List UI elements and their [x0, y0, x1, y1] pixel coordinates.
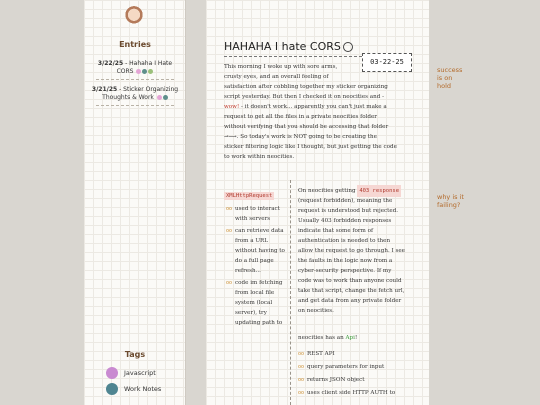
entry-divider [96, 79, 174, 80]
column-divider [290, 180, 291, 405]
margin-note-success [437, 66, 462, 90]
grimace-face-icon [343, 42, 353, 52]
entry-separator: - [123, 60, 130, 67]
tag-color-icon [106, 367, 118, 379]
margin-note-line: failing? [437, 201, 461, 209]
xhr-note-text: code im fetching from local file system (local server), try updating path to [235, 280, 283, 326]
entry-divider [96, 105, 174, 106]
tag-dot-worknotes-icon [163, 95, 168, 100]
entry-date: 3/22/25 [97, 60, 124, 67]
forbidden-lead-text: On neocities getting [298, 188, 358, 194]
entry-link-1[interactable] [90, 60, 180, 76]
intro-line-7: without verifying that you should be accessing that folder [224, 124, 389, 130]
bullet-icon: oo [298, 390, 305, 396]
intro-line-2: crusty eyes, and an overall feeling of [224, 74, 329, 80]
margin-note-line: hold [437, 82, 452, 90]
api-bullet-text: returns JSON object [307, 377, 365, 383]
margin-note-line: why is it [437, 193, 464, 201]
entry-link-2[interactable] [90, 86, 180, 102]
forbidden-line-10: take that script, change the fetch url, [298, 288, 405, 294]
api-bullet-text: query parameters for input [307, 364, 385, 370]
forbidden-line-12: on neocities. [298, 308, 334, 314]
intro-line-4: script yesterday. But then I checked it on neocities and - [224, 94, 384, 100]
sidebar [84, 0, 186, 405]
api-bullet-item [298, 348, 418, 361]
xhr-notes [226, 204, 286, 330]
intro-wow: wow! [224, 104, 240, 110]
margin-note-failing [437, 193, 464, 209]
api-bullet-text: REST API [307, 351, 335, 357]
margin-note-line: success [437, 66, 463, 74]
api-bullet-list [298, 348, 418, 400]
api-link[interactable]: Api [345, 335, 355, 341]
forbidden-line-11: and get data from any private folder [298, 298, 402, 304]
api-lead-text: neocities has an [298, 335, 346, 341]
tag-javascript[interactable] [106, 366, 156, 380]
api-lead-end: ! [354, 335, 358, 341]
bullet-icon: oo [298, 377, 305, 383]
api-bullet-item [298, 361, 418, 374]
tag-dot-javascript-icon [157, 95, 162, 100]
xhr-note-item [226, 204, 286, 224]
tag-label: Javascript [124, 369, 156, 377]
tag-dot-javascript-icon [136, 69, 141, 74]
forbidden-line-6: allow the request to go through. I see [298, 248, 405, 254]
bullet-icon: oo [298, 364, 305, 370]
forbidden-line-5: authentication is needed to then [298, 238, 391, 244]
bullet-icon: oo [298, 351, 305, 357]
response-code-tag: 403 response [357, 185, 401, 197]
api-bullet-item [298, 374, 418, 387]
intro-line-6: request to get all the files in a private neocities folder [224, 114, 377, 120]
tag-label: Work Notes [124, 385, 162, 393]
tag-work-notes[interactable] [106, 382, 161, 396]
forbidden-line-8: cyber-security perspective. If my [298, 268, 392, 274]
forbidden-line-9: code was to work than anyone could [298, 278, 402, 284]
intro-line-9: sticker filtering logic like I thought, but just getting the code [224, 144, 397, 150]
page-title-text: HAHAHA I hate CORS [224, 40, 341, 53]
avatar-icon [123, 6, 145, 28]
bullet-icon: oo [226, 280, 233, 286]
forbidden-line-3: Usually 403 forbidden responses [298, 218, 392, 224]
forbidden-line-1: (request forbidden), meaning the [298, 198, 393, 204]
entry-separator: - [117, 86, 124, 93]
tag-dot-worknotes-icon [142, 69, 147, 74]
xhr-code-tag: XMLHttpRequest [226, 193, 273, 199]
date-stamp: 03-22-25 [362, 53, 412, 72]
margin-note-line: is on [437, 74, 453, 82]
entry-title: Sticker Organizing Thoughts & Work [102, 86, 179, 101]
intro-line-10: to work within neocities. [224, 154, 295, 160]
title-divider [224, 56, 362, 57]
tags-heading: Tags [124, 350, 146, 359]
xhr-note-item [226, 226, 286, 276]
page-title [224, 40, 353, 53]
entry-title: Hahaha I Hate CORS [116, 60, 173, 75]
forbidden-line-7: the faults in the logic now from a [298, 258, 393, 264]
xhr-label [224, 182, 274, 201]
entry-date: 3/21/25 [91, 86, 118, 93]
journal-page [206, 0, 429, 405]
forbidden-line-4: indicate that some form of [298, 228, 374, 234]
intro-line-1: This morning I woke up with sore arms, [224, 64, 338, 70]
api-bullet-text: uses client side HTTP AUTH to [307, 390, 396, 396]
tag-color-icon [106, 383, 118, 395]
intro-line-8: ⊸⟶. So today's work is NOT going to be creating the [224, 134, 377, 140]
entries-heading: Entries [119, 40, 151, 49]
xhr-note-text: used to interact with servers [235, 206, 280, 222]
forbidden-line-2: request is understood but rejected. [298, 208, 399, 214]
bullet-icon: oo [226, 228, 233, 234]
bullet-icon: oo [226, 206, 233, 212]
xhr-note-text: can retrieve data from a URL without having to do a full page refresh... [235, 228, 285, 274]
xhr-note-item [226, 278, 286, 328]
tag-dot-other-icon [148, 69, 153, 74]
intro-line-5 [224, 102, 424, 112]
intro-line-5-text: - it doesn't work... apparently you can't just make a [239, 104, 387, 110]
api-bullet-item [298, 387, 418, 400]
api-lead [298, 333, 423, 343]
intro-line-3: satisfaction after cobbling together my sticker organizing [224, 84, 388, 90]
